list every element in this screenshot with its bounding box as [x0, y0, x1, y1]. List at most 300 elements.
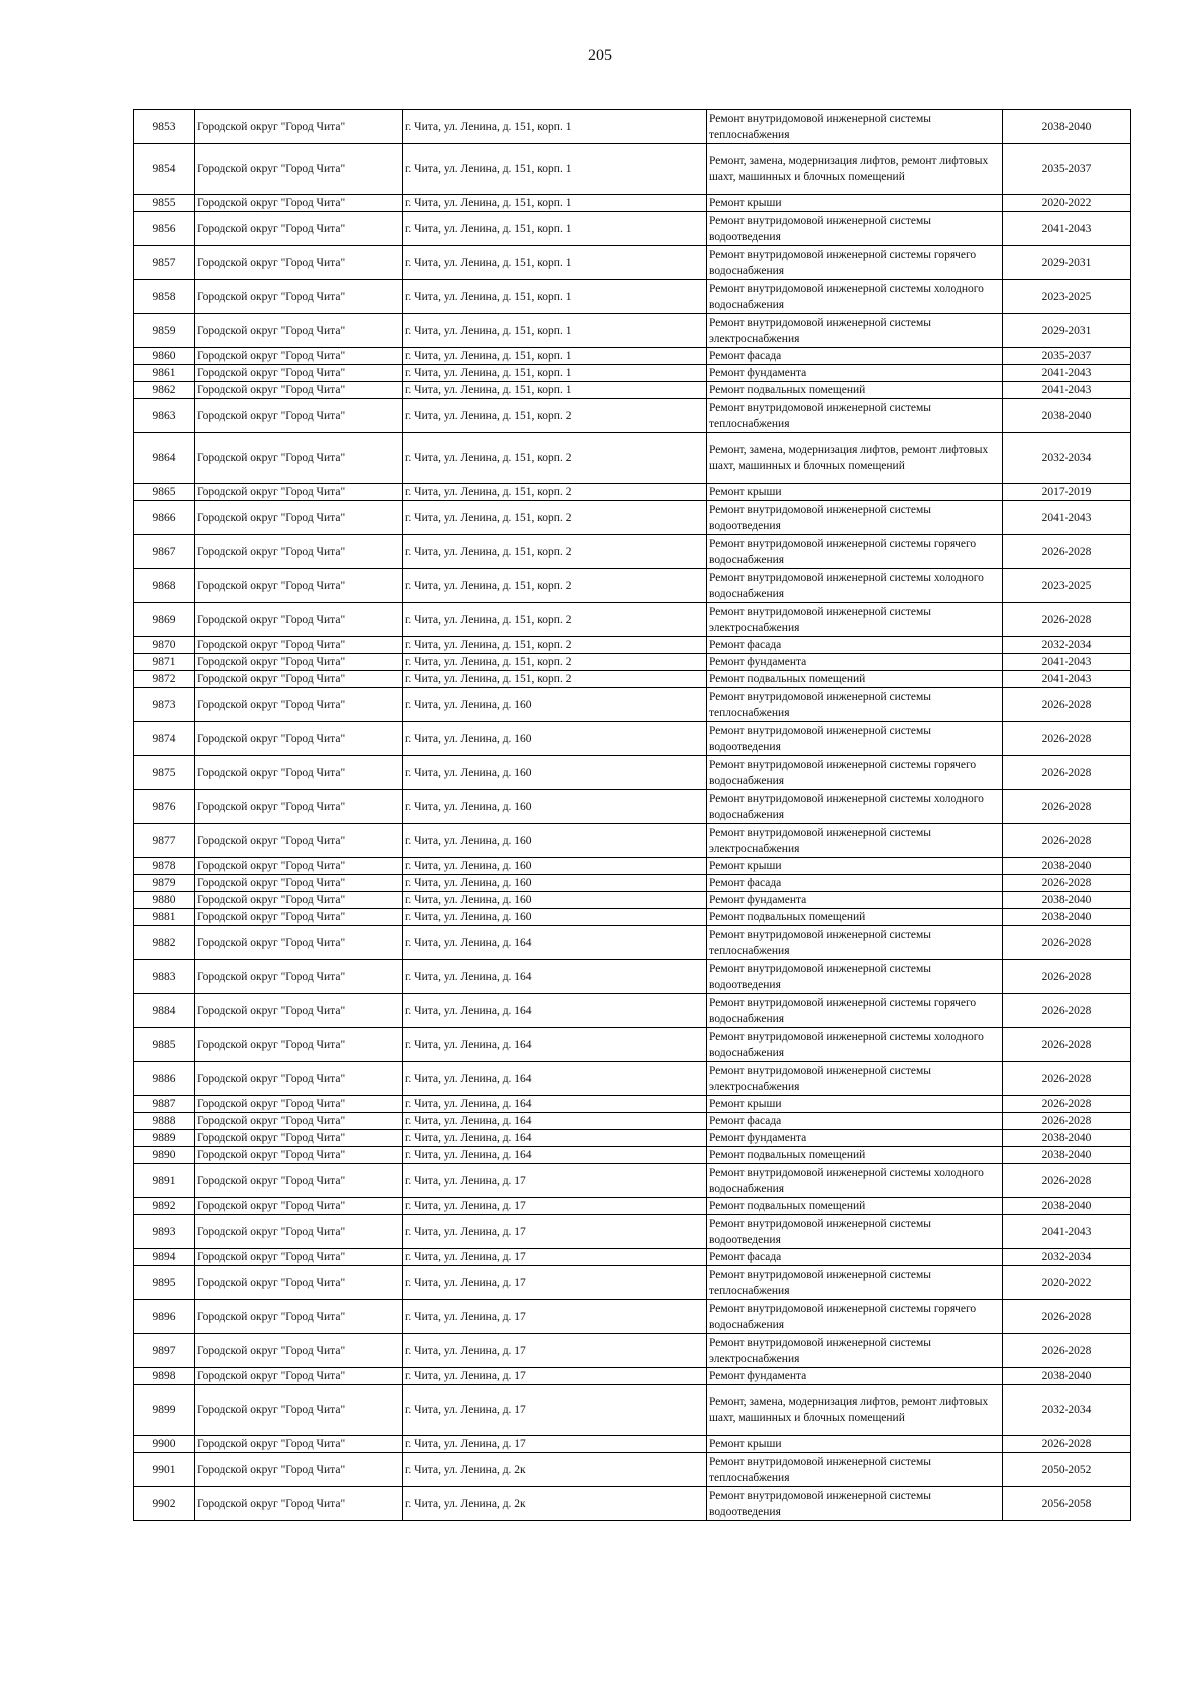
- municipality-cell: Городской округ "Город Чита": [195, 1113, 403, 1130]
- table-row: [134, 1487, 1131, 1521]
- address-cell: г. Чита, ул. Ленина, д. 17: [403, 1266, 707, 1300]
- period-cell: 2050-2052: [1003, 1453, 1131, 1487]
- row-number: 9878: [134, 858, 195, 875]
- address-cell: г. Чита, ул. Ленина, д. 17: [403, 1164, 707, 1198]
- table-row: [134, 603, 1131, 637]
- table-row: [134, 144, 1131, 195]
- period-cell: 2041-2043: [1003, 654, 1131, 671]
- period-cell: 2026-2028: [1003, 1436, 1131, 1453]
- work-type-cell: Ремонт внутридомовой инженерной системы горячего водоснабжения: [707, 994, 1003, 1028]
- work-type-cell: Ремонт внутридомовой инженерной системы водоотведения: [707, 1215, 1003, 1249]
- period-cell: 2038-2040: [1003, 399, 1131, 433]
- work-type-cell: Ремонт фундамента: [707, 892, 1003, 909]
- register-table: [133, 109, 1131, 1521]
- period-cell: 2038-2040: [1003, 892, 1131, 909]
- municipality-cell: Городской округ "Город Чита": [195, 926, 403, 960]
- period-cell: 2026-2028: [1003, 1334, 1131, 1368]
- table-row: [134, 1062, 1131, 1096]
- period-cell: 2041-2043: [1003, 501, 1131, 535]
- address-cell: г. Чита, ул. Ленина, д. 151, корп. 2: [403, 569, 707, 603]
- table-row: [134, 1368, 1131, 1385]
- address-cell: г. Чита, ул. Ленина, д. 164: [403, 1147, 707, 1164]
- municipality-cell: Городской округ "Город Чита": [195, 909, 403, 926]
- municipality-cell: Городской округ "Город Чита": [195, 637, 403, 654]
- address-cell: г. Чита, ул. Ленина, д. 151, корп. 1: [403, 314, 707, 348]
- row-number: 9861: [134, 365, 195, 382]
- table-row: [134, 399, 1131, 433]
- municipality-cell: Городской округ "Город Чита": [195, 756, 403, 790]
- address-cell: г. Чита, ул. Ленина, д. 164: [403, 1130, 707, 1147]
- row-number: 9879: [134, 875, 195, 892]
- address-cell: г. Чита, ул. Ленина, д. 160: [403, 909, 707, 926]
- work-type-cell: Ремонт, замена, модернизация лифтов, ремонт лифтовых шахт, машинных и блочных помещений: [707, 1385, 1003, 1436]
- address-cell: г. Чита, ул. Ленина, д. 164: [403, 1028, 707, 1062]
- row-number: 9859: [134, 314, 195, 348]
- row-number: 9864: [134, 433, 195, 484]
- period-cell: 2035-2037: [1003, 348, 1131, 365]
- table-row: [134, 1453, 1131, 1487]
- address-cell: г. Чита, ул. Ленина, д. 160: [403, 756, 707, 790]
- address-cell: г. Чита, ул. Ленина, д. 151, корп. 1: [403, 212, 707, 246]
- period-cell: 2038-2040: [1003, 1198, 1131, 1215]
- period-cell: 2026-2028: [1003, 960, 1131, 994]
- address-cell: г. Чита, ул. Ленина, д. 151, корп. 1: [403, 110, 707, 144]
- row-number: 9897: [134, 1334, 195, 1368]
- period-cell: 2041-2043: [1003, 382, 1131, 399]
- period-cell: 2026-2028: [1003, 1096, 1131, 1113]
- row-number: 9860: [134, 348, 195, 365]
- address-cell: г. Чита, ул. Ленина, д. 151, корп. 2: [403, 399, 707, 433]
- period-cell: 2038-2040: [1003, 1368, 1131, 1385]
- row-number: 9883: [134, 960, 195, 994]
- work-type-cell: Ремонт подвальных помещений: [707, 909, 1003, 926]
- work-type-cell: Ремонт внутридомовой инженерной системы горячего водоснабжения: [707, 1300, 1003, 1334]
- municipality-cell: Городской округ "Город Чита": [195, 1198, 403, 1215]
- municipality-cell: Городской округ "Город Чита": [195, 501, 403, 535]
- work-type-cell: Ремонт фундамента: [707, 1368, 1003, 1385]
- address-cell: г. Чита, ул. Ленина, д. 17: [403, 1300, 707, 1334]
- work-type-cell: Ремонт подвальных помещений: [707, 1198, 1003, 1215]
- table-row: [134, 1130, 1131, 1147]
- work-type-cell: Ремонт внутридомовой инженерной системы электроснабжения: [707, 1334, 1003, 1368]
- table-row: [134, 671, 1131, 688]
- municipality-cell: Городской округ "Город Чита": [195, 212, 403, 246]
- period-cell: 2029-2031: [1003, 314, 1131, 348]
- municipality-cell: Городской округ "Город Чита": [195, 722, 403, 756]
- period-cell: 2026-2028: [1003, 1028, 1131, 1062]
- municipality-cell: Городской округ "Город Чита": [195, 1164, 403, 1198]
- municipality-cell: Городской округ "Город Чита": [195, 348, 403, 365]
- municipality-cell: Городской округ "Город Чита": [195, 960, 403, 994]
- period-cell: 2038-2040: [1003, 1130, 1131, 1147]
- period-cell: 2026-2028: [1003, 1164, 1131, 1198]
- municipality-cell: Городской округ "Город Чита": [195, 1368, 403, 1385]
- work-type-cell: Ремонт внутридомовой инженерной системы электроснабжения: [707, 1062, 1003, 1096]
- work-type-cell: Ремонт внутридомовой инженерной системы холодного водоснабжения: [707, 790, 1003, 824]
- row-number: 9855: [134, 195, 195, 212]
- table-row: [134, 1249, 1131, 1266]
- municipality-cell: Городской округ "Город Чита": [195, 1436, 403, 1453]
- work-type-cell: Ремонт внутридомовой инженерной системы водоотведения: [707, 722, 1003, 756]
- work-type-cell: Ремонт крыши: [707, 195, 1003, 212]
- period-cell: 2032-2034: [1003, 1249, 1131, 1266]
- work-type-cell: Ремонт внутридомовой инженерной системы холодного водоснабжения: [707, 1028, 1003, 1062]
- period-cell: 2026-2028: [1003, 1062, 1131, 1096]
- row-number: 9876: [134, 790, 195, 824]
- address-cell: г. Чита, ул. Ленина, д. 151, корп. 2: [403, 484, 707, 501]
- table-row: [134, 1266, 1131, 1300]
- work-type-cell: Ремонт крыши: [707, 858, 1003, 875]
- municipality-cell: Городской округ "Город Чита": [195, 365, 403, 382]
- work-type-cell: Ремонт фундамента: [707, 365, 1003, 382]
- work-type-cell: Ремонт внутридомовой инженерной системы теплоснабжения: [707, 110, 1003, 144]
- address-cell: г. Чита, ул. Ленина, д. 151, корп. 1: [403, 365, 707, 382]
- municipality-cell: Городской округ "Город Чита": [195, 688, 403, 722]
- work-type-cell: Ремонт внутридомовой инженерной системы водоотведения: [707, 1487, 1003, 1521]
- period-cell: 2038-2040: [1003, 858, 1131, 875]
- row-number: 9886: [134, 1062, 195, 1096]
- table-row: [134, 484, 1131, 501]
- row-number: 9892: [134, 1198, 195, 1215]
- address-cell: г. Чита, ул. Ленина, д. 2к: [403, 1487, 707, 1521]
- work-type-cell: Ремонт внутридомовой инженерной системы водоотведения: [707, 212, 1003, 246]
- row-number: 9863: [134, 399, 195, 433]
- work-type-cell: Ремонт внутридомовой инженерной системы теплоснабжения: [707, 688, 1003, 722]
- table-row: [134, 501, 1131, 535]
- municipality-cell: Городской округ "Город Чита": [195, 484, 403, 501]
- work-type-cell: Ремонт крыши: [707, 1096, 1003, 1113]
- row-number: 9889: [134, 1130, 195, 1147]
- work-type-cell: Ремонт фасада: [707, 637, 1003, 654]
- table-row: [134, 433, 1131, 484]
- row-number: 9895: [134, 1266, 195, 1300]
- row-number: 9882: [134, 926, 195, 960]
- row-number: 9902: [134, 1487, 195, 1521]
- municipality-cell: Городской округ "Город Чита": [195, 1249, 403, 1266]
- table-row: [134, 195, 1131, 212]
- period-cell: 2020-2022: [1003, 195, 1131, 212]
- period-cell: 2026-2028: [1003, 926, 1131, 960]
- municipality-cell: Городской округ "Город Чита": [195, 535, 403, 569]
- table-row: [134, 1028, 1131, 1062]
- address-cell: г. Чита, ул. Ленина, д. 151, корп. 1: [403, 144, 707, 195]
- row-number: 9871: [134, 654, 195, 671]
- municipality-cell: Городской округ "Город Чита": [195, 994, 403, 1028]
- table-row: [134, 926, 1131, 960]
- period-cell: 2035-2037: [1003, 144, 1131, 195]
- row-number: 9893: [134, 1215, 195, 1249]
- period-cell: 2023-2025: [1003, 280, 1131, 314]
- address-cell: г. Чита, ул. Ленина, д. 17: [403, 1215, 707, 1249]
- row-number: 9885: [134, 1028, 195, 1062]
- table-row: [134, 280, 1131, 314]
- address-cell: г. Чита, ул. Ленина, д. 164: [403, 1096, 707, 1113]
- address-cell: г. Чита, ул. Ленина, д. 151, корп. 2: [403, 433, 707, 484]
- table-row: [134, 722, 1131, 756]
- period-cell: 2041-2043: [1003, 671, 1131, 688]
- work-type-cell: Ремонт внутридомовой инженерной системы холодного водоснабжения: [707, 569, 1003, 603]
- period-cell: 2026-2028: [1003, 875, 1131, 892]
- work-type-cell: Ремонт подвальных помещений: [707, 382, 1003, 399]
- table-row: [134, 858, 1131, 875]
- work-type-cell: Ремонт внутридомовой инженерной системы теплоснабжения: [707, 1453, 1003, 1487]
- register-body: [134, 110, 1131, 1521]
- municipality-cell: Городской округ "Город Чита": [195, 875, 403, 892]
- address-cell: г. Чита, ул. Ленина, д. 17: [403, 1334, 707, 1368]
- period-cell: 2026-2028: [1003, 722, 1131, 756]
- municipality-cell: Городской округ "Город Чита": [195, 382, 403, 399]
- row-number: 9891: [134, 1164, 195, 1198]
- table-row: [134, 960, 1131, 994]
- municipality-cell: Городской округ "Город Чита": [195, 144, 403, 195]
- address-cell: г. Чита, ул. Ленина, д. 164: [403, 1062, 707, 1096]
- table-row: [134, 790, 1131, 824]
- address-cell: г. Чита, ул. Ленина, д. 17: [403, 1198, 707, 1215]
- period-cell: 2026-2028: [1003, 1300, 1131, 1334]
- table-row: [134, 212, 1131, 246]
- row-number: 9868: [134, 569, 195, 603]
- row-number: 9873: [134, 688, 195, 722]
- work-type-cell: Ремонт внутридомовой инженерной системы холодного водоснабжения: [707, 280, 1003, 314]
- row-number: 9901: [134, 1453, 195, 1487]
- address-cell: г. Чита, ул. Ленина, д. 17: [403, 1368, 707, 1385]
- period-cell: 2041-2043: [1003, 212, 1131, 246]
- address-cell: г. Чита, ул. Ленина, д. 160: [403, 824, 707, 858]
- period-cell: 2038-2040: [1003, 110, 1131, 144]
- address-cell: г. Чита, ул. Ленина, д. 17: [403, 1249, 707, 1266]
- municipality-cell: Городской округ "Город Чита": [195, 892, 403, 909]
- table-row: [134, 1198, 1131, 1215]
- address-cell: г. Чита, ул. Ленина, д. 151, корп. 2: [403, 671, 707, 688]
- address-cell: г. Чита, ул. Ленина, д. 151, корп. 2: [403, 603, 707, 637]
- row-number: 9898: [134, 1368, 195, 1385]
- row-number: 9900: [134, 1436, 195, 1453]
- municipality-cell: Городской округ "Город Чита": [195, 110, 403, 144]
- work-type-cell: Ремонт, замена, модернизация лифтов, ремонт лифтовых шахт, машинных и блочных помещений: [707, 144, 1003, 195]
- row-number: 9858: [134, 280, 195, 314]
- work-type-cell: Ремонт крыши: [707, 484, 1003, 501]
- table-row: [134, 246, 1131, 280]
- row-number: 9874: [134, 722, 195, 756]
- table-row: [134, 994, 1131, 1028]
- address-cell: г. Чита, ул. Ленина, д. 160: [403, 875, 707, 892]
- municipality-cell: Городской округ "Город Чита": [195, 246, 403, 280]
- row-number: 9880: [134, 892, 195, 909]
- period-cell: 2041-2043: [1003, 1215, 1131, 1249]
- table-row: [134, 348, 1131, 365]
- table-row: [134, 688, 1131, 722]
- municipality-cell: Городской округ "Город Чита": [195, 1487, 403, 1521]
- address-cell: г. Чита, ул. Ленина, д. 17: [403, 1385, 707, 1436]
- table-row: [134, 365, 1131, 382]
- work-type-cell: Ремонт внутридомовой инженерной системы горячего водоснабжения: [707, 246, 1003, 280]
- period-cell: 2017-2019: [1003, 484, 1131, 501]
- municipality-cell: Городской округ "Город Чита": [195, 569, 403, 603]
- address-cell: г. Чита, ул. Ленина, д. 151, корп. 2: [403, 654, 707, 671]
- work-type-cell: Ремонт внутридомовой инженерной системы электроснабжения: [707, 603, 1003, 637]
- work-type-cell: Ремонт внутридомовой инженерной системы водоотведения: [707, 960, 1003, 994]
- period-cell: 2029-2031: [1003, 246, 1131, 280]
- work-type-cell: Ремонт внутридомовой инженерной системы горячего водоснабжения: [707, 535, 1003, 569]
- table-row: [134, 1300, 1131, 1334]
- row-number: 9870: [134, 637, 195, 654]
- work-type-cell: Ремонт фундамента: [707, 654, 1003, 671]
- work-type-cell: Ремонт подвальных помещений: [707, 671, 1003, 688]
- row-number: 9867: [134, 535, 195, 569]
- table-row: [134, 824, 1131, 858]
- row-number: 9872: [134, 671, 195, 688]
- table-row: [134, 1164, 1131, 1198]
- period-cell: 2026-2028: [1003, 603, 1131, 637]
- municipality-cell: Городской округ "Город Чита": [195, 1334, 403, 1368]
- municipality-cell: Городской округ "Город Чита": [195, 1130, 403, 1147]
- municipality-cell: Городской округ "Город Чита": [195, 671, 403, 688]
- table-row: [134, 1147, 1131, 1164]
- row-number: 9896: [134, 1300, 195, 1334]
- table-row: [134, 654, 1131, 671]
- row-number: 9881: [134, 909, 195, 926]
- table-row: [134, 909, 1131, 926]
- period-cell: 2026-2028: [1003, 535, 1131, 569]
- period-cell: 2041-2043: [1003, 365, 1131, 382]
- table-row: [134, 1334, 1131, 1368]
- period-cell: 2026-2028: [1003, 790, 1131, 824]
- row-number: 9875: [134, 756, 195, 790]
- address-cell: г. Чита, ул. Ленина, д. 2к: [403, 1453, 707, 1487]
- address-cell: г. Чита, ул. Ленина, д. 160: [403, 790, 707, 824]
- address-cell: г. Чита, ул. Ленина, д. 160: [403, 688, 707, 722]
- row-number: 9894: [134, 1249, 195, 1266]
- address-cell: г. Чита, ул. Ленина, д. 164: [403, 960, 707, 994]
- work-type-cell: Ремонт фасада: [707, 348, 1003, 365]
- address-cell: г. Чита, ул. Ленина, д. 164: [403, 994, 707, 1028]
- address-cell: г. Чита, ул. Ленина, д. 17: [403, 1436, 707, 1453]
- municipality-cell: Городской округ "Город Чита": [195, 1453, 403, 1487]
- municipality-cell: Городской округ "Город Чита": [195, 1062, 403, 1096]
- period-cell: 2032-2034: [1003, 1385, 1131, 1436]
- address-cell: г. Чита, ул. Ленина, д. 151, корп. 2: [403, 535, 707, 569]
- work-type-cell: Ремонт фундамента: [707, 1130, 1003, 1147]
- table-row: [134, 535, 1131, 569]
- municipality-cell: Городской округ "Город Чита": [195, 433, 403, 484]
- municipality-cell: Городской округ "Город Чита": [195, 1028, 403, 1062]
- municipality-cell: Городской округ "Город Чита": [195, 1266, 403, 1300]
- municipality-cell: Городской округ "Город Чита": [195, 1147, 403, 1164]
- table-row: [134, 1215, 1131, 1249]
- municipality-cell: Городской округ "Город Чита": [195, 1096, 403, 1113]
- work-type-cell: Ремонт крыши: [707, 1436, 1003, 1453]
- address-cell: г. Чита, ул. Ленина, д. 164: [403, 1113, 707, 1130]
- address-cell: г. Чита, ул. Ленина, д. 160: [403, 858, 707, 875]
- page-number: 205: [588, 47, 612, 64]
- municipality-cell: Городской округ "Город Чита": [195, 195, 403, 212]
- table-row: [134, 382, 1131, 399]
- period-cell: 2032-2034: [1003, 433, 1131, 484]
- table-row: [134, 569, 1131, 603]
- work-type-cell: Ремонт внутридомовой инженерной системы теплоснабжения: [707, 1266, 1003, 1300]
- work-type-cell: Ремонт, замена, модернизация лифтов, ремонт лифтовых шахт, машинных и блочных помещений: [707, 433, 1003, 484]
- municipality-cell: Городской округ "Город Чита": [195, 858, 403, 875]
- municipality-cell: Городской округ "Город Чита": [195, 603, 403, 637]
- row-number: 9862: [134, 382, 195, 399]
- row-number: 9853: [134, 110, 195, 144]
- municipality-cell: Городской округ "Город Чита": [195, 314, 403, 348]
- address-cell: г. Чита, ул. Ленина, д. 160: [403, 892, 707, 909]
- row-number: 9866: [134, 501, 195, 535]
- table-row: [134, 1436, 1131, 1453]
- municipality-cell: Городской округ "Город Чита": [195, 1385, 403, 1436]
- municipality-cell: Городской округ "Город Чита": [195, 654, 403, 671]
- table-row: [134, 1385, 1131, 1436]
- address-cell: г. Чита, ул. Ленина, д. 151, корп. 1: [403, 382, 707, 399]
- work-type-cell: Ремонт фасада: [707, 1113, 1003, 1130]
- table-row: [134, 637, 1131, 654]
- period-cell: 2026-2028: [1003, 994, 1131, 1028]
- period-cell: 2056-2058: [1003, 1487, 1131, 1521]
- work-type-cell: Ремонт внутридомовой инженерной системы горячего водоснабжения: [707, 756, 1003, 790]
- municipality-cell: Городской округ "Город Чита": [195, 1215, 403, 1249]
- municipality-cell: Городской округ "Город Чита": [195, 399, 403, 433]
- row-number: 9857: [134, 246, 195, 280]
- period-cell: 2020-2022: [1003, 1266, 1131, 1300]
- period-cell: 2026-2028: [1003, 1113, 1131, 1130]
- work-type-cell: Ремонт внутридомовой инженерной системы электроснабжения: [707, 824, 1003, 858]
- period-cell: 2026-2028: [1003, 824, 1131, 858]
- row-number: 9877: [134, 824, 195, 858]
- address-cell: г. Чита, ул. Ленина, д. 151, корп. 1: [403, 246, 707, 280]
- period-cell: 2026-2028: [1003, 756, 1131, 790]
- work-type-cell: Ремонт подвальных помещений: [707, 1147, 1003, 1164]
- table-row: [134, 110, 1131, 144]
- table-row: [134, 756, 1131, 790]
- row-number: 9869: [134, 603, 195, 637]
- work-type-cell: Ремонт фасада: [707, 875, 1003, 892]
- address-cell: г. Чита, ул. Ленина, д. 164: [403, 926, 707, 960]
- row-number: 9888: [134, 1113, 195, 1130]
- address-cell: г. Чита, ул. Ленина, д. 151, корп. 1: [403, 348, 707, 365]
- period-cell: 2038-2040: [1003, 1147, 1131, 1164]
- row-number: 9884: [134, 994, 195, 1028]
- table-row: [134, 892, 1131, 909]
- address-cell: г. Чита, ул. Ленина, д. 151, корп. 1: [403, 280, 707, 314]
- address-cell: г. Чита, ул. Ленина, д. 160: [403, 722, 707, 756]
- table-row: [134, 314, 1131, 348]
- table-row: [134, 875, 1131, 892]
- period-cell: 2038-2040: [1003, 909, 1131, 926]
- work-type-cell: Ремонт внутридомовой инженерной системы водоотведения: [707, 501, 1003, 535]
- work-type-cell: Ремонт внутридомовой инженерной системы холодного водоснабжения: [707, 1164, 1003, 1198]
- municipality-cell: Городской округ "Город Чита": [195, 824, 403, 858]
- work-type-cell: Ремонт внутридомовой инженерной системы теплоснабжения: [707, 926, 1003, 960]
- row-number: 9899: [134, 1385, 195, 1436]
- row-number: 9854: [134, 144, 195, 195]
- municipality-cell: Городской округ "Город Чита": [195, 280, 403, 314]
- work-type-cell: Ремонт фасада: [707, 1249, 1003, 1266]
- address-cell: г. Чита, ул. Ленина, д. 151, корп. 1: [403, 195, 707, 212]
- row-number: 9865: [134, 484, 195, 501]
- municipality-cell: Городской округ "Город Чита": [195, 790, 403, 824]
- address-cell: г. Чита, ул. Ленина, д. 151, корп. 2: [403, 501, 707, 535]
- period-cell: 2026-2028: [1003, 688, 1131, 722]
- address-cell: г. Чита, ул. Ленина, д. 151, корп. 2: [403, 637, 707, 654]
- table-row: [134, 1113, 1131, 1130]
- period-cell: 2023-2025: [1003, 569, 1131, 603]
- row-number: 9890: [134, 1147, 195, 1164]
- work-type-cell: Ремонт внутридомовой инженерной системы теплоснабжения: [707, 399, 1003, 433]
- row-number: 9887: [134, 1096, 195, 1113]
- table-row: [134, 1096, 1131, 1113]
- period-cell: 2032-2034: [1003, 637, 1131, 654]
